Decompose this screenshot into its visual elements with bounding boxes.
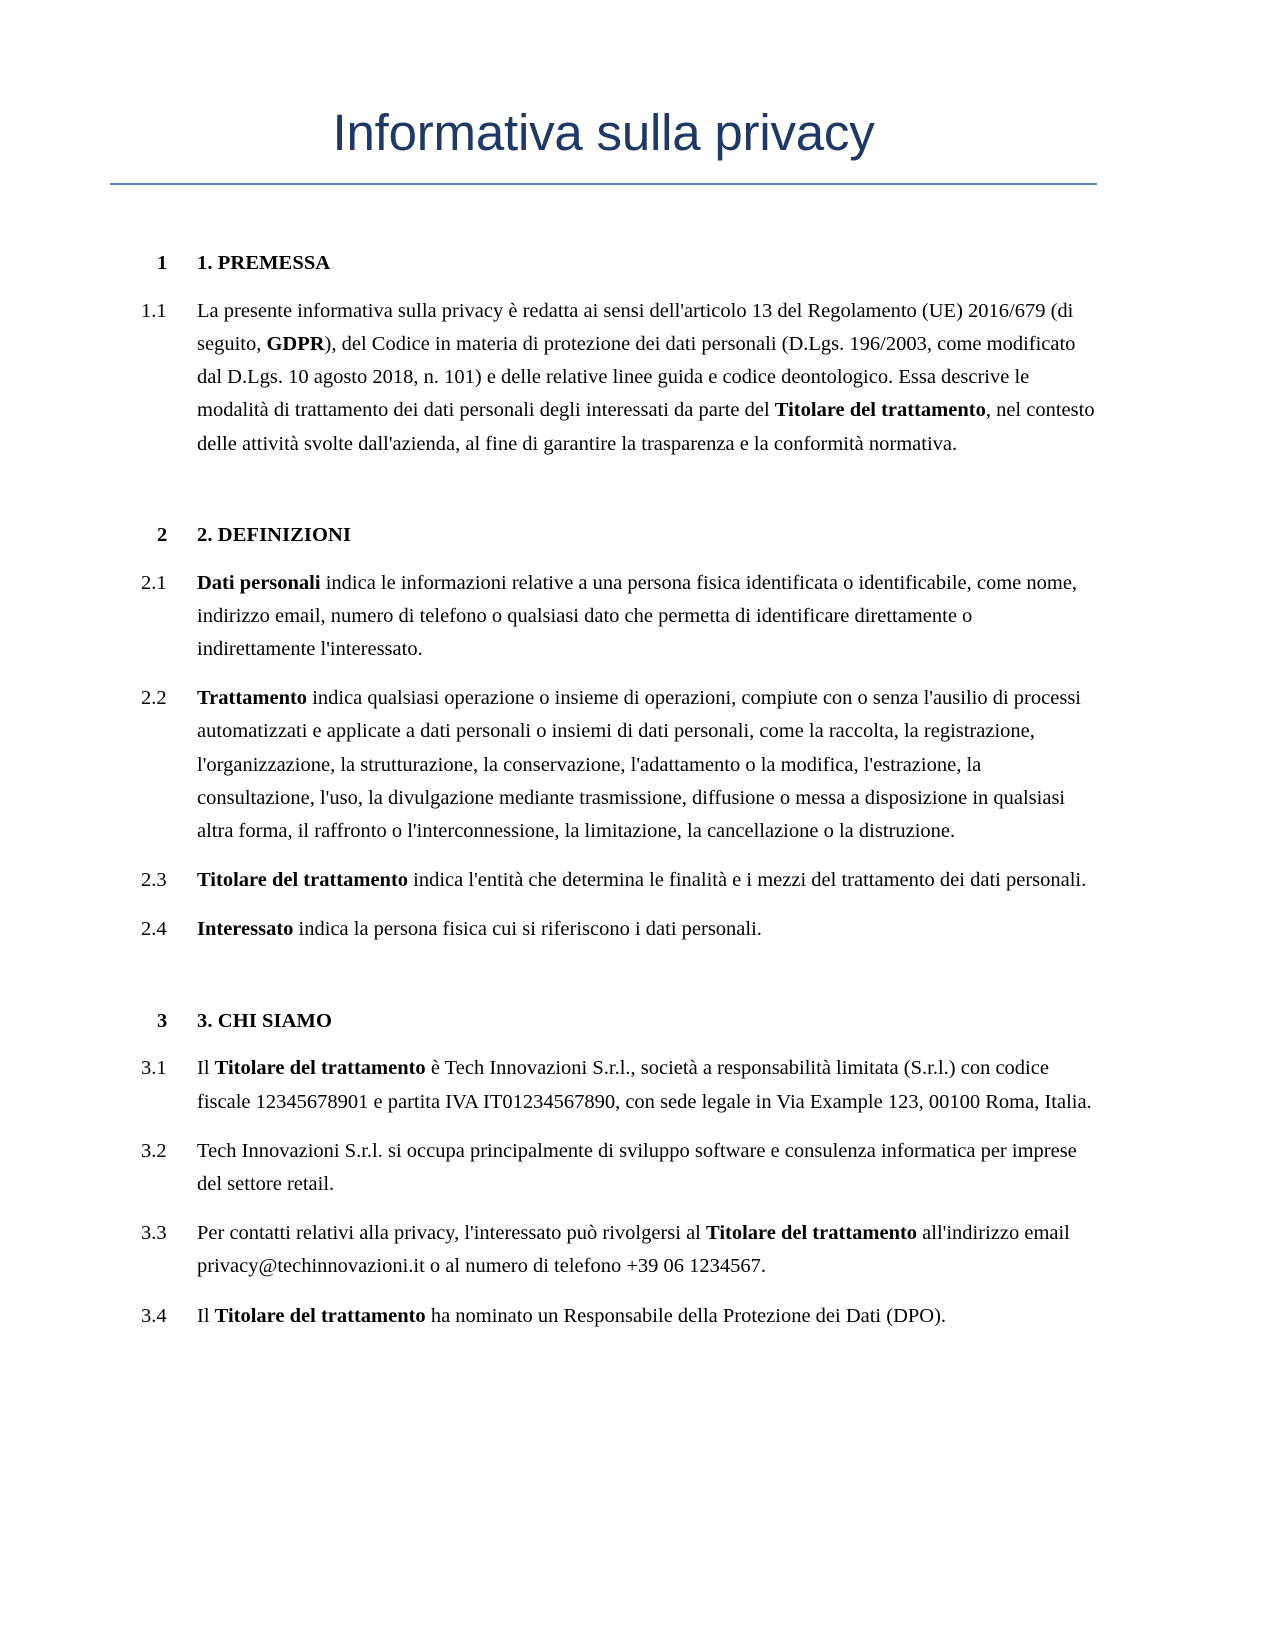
- section-heading: [140, 249, 1095, 279]
- clause-number: 2.1: [141, 571, 167, 594]
- clause-text: [197, 567, 1095, 667]
- section-title: 1. PREMESSA: [197, 252, 331, 275]
- clause: [140, 1217, 1095, 1283]
- clause-text: [197, 295, 1095, 461]
- emphasis-term: Titolare del trattamento: [774, 399, 986, 422]
- clause-number: 2.4: [141, 918, 167, 941]
- text-run: Tech Innovazioni S.r.l. si occupa principalmente di sviluppo software e consulenza informatica per imprese del settore retail.: [197, 1139, 1077, 1195]
- emphasis-term: Trattamento: [197, 687, 308, 710]
- section-number: 3: [157, 1009, 168, 1032]
- text-run: ha nominato un Responsabile della Protezione dei Dati (DPO).: [425, 1304, 947, 1327]
- emphasis-term: Interessato: [197, 918, 294, 941]
- section-spacer: [140, 461, 1095, 521]
- clause: [140, 682, 1095, 848]
- heading-spacer: [140, 279, 1095, 295]
- clause-spacer: [140, 1284, 1095, 1300]
- section-heading: [140, 521, 1095, 551]
- clause-spacer: [140, 897, 1095, 913]
- clause: [140, 1300, 1095, 1333]
- emphasis-term: Titolare del trattamento: [197, 869, 409, 892]
- section-number: 2: [157, 523, 168, 546]
- section-number: 1: [157, 252, 168, 275]
- page-title: Informativa sulla privacy: [332, 104, 875, 161]
- section-spacer: [140, 947, 1095, 1007]
- clause-number: 3.4: [141, 1304, 167, 1327]
- heading-spacer: [140, 551, 1095, 567]
- section-heading: [140, 1007, 1095, 1037]
- clause: [140, 295, 1095, 461]
- text-run: Il: [197, 1304, 215, 1327]
- clause-number: 3.3: [141, 1222, 167, 1245]
- clause-number: 1.1: [141, 299, 167, 322]
- clause-number: 2.2: [141, 687, 167, 710]
- emphasis-term: GDPR: [266, 333, 325, 356]
- clause: [140, 567, 1095, 667]
- document-body: [140, 185, 1095, 1333]
- clause-spacer: [140, 666, 1095, 682]
- clause-number: 2.3: [141, 869, 167, 892]
- emphasis-term: Titolare del trattamento: [214, 1057, 426, 1080]
- clause-spacer: [140, 1119, 1095, 1135]
- section-title: 3. CHI SIAMO: [197, 1009, 333, 1032]
- heading-spacer: [140, 1036, 1095, 1052]
- emphasis-term: Dati personali: [197, 571, 321, 594]
- clause-text: [197, 864, 1095, 897]
- clause-spacer: [140, 1201, 1095, 1217]
- clause: [140, 1135, 1095, 1201]
- clause-text: [197, 1135, 1095, 1201]
- clause: [140, 864, 1095, 897]
- text-run: Il: [197, 1057, 215, 1080]
- text-run: indica l'entità che determina le finalità e i mezzi del trattamento dei dati personali.: [408, 869, 1087, 892]
- clause: [140, 1052, 1095, 1118]
- clause-text: [197, 913, 1095, 946]
- text-run: è Tech Innovazioni S.r.l., società a responsabilità limitata (S.r.l.) con codice fiscale 12345678901 e partita IVA IT01234567890, con sede legale in Via Example 123, 00100 Roma, Italia.: [197, 1057, 1092, 1113]
- title-block: [110, 0, 1097, 185]
- clause-number: 3.2: [141, 1139, 167, 1162]
- text-run: indica qualsiasi operazione o insieme di operazioni, compiute con o senza l'ausilio di processi automatizzati e applicate a dati personali o insiemi di dati personali, come la raccolta, la registrazione, l'organizzazione, la strutturazione, la conservazione, l'adattamento o la modifica, l'estrazione, la consultazione, l'uso, la divulgazione mediante trasmissione, diffusione o messa a disposizione in qualsiasi altra forma, il raffronto o l'interconnessione, la limitazione, la cancellazione o la distruzione.: [197, 687, 1081, 842]
- text-run: all'indirizzo email privacy@techinnovazioni.it o al numero di telefono +39 06 1234567.: [197, 1222, 1070, 1278]
- text-run: indica le informazioni relative a una persona fisica identificata o identificabile, come nome, indirizzo email, numero di telefono o qualsiasi dato che permetta di identificare direttamente o indirettamente l'interessato.: [197, 571, 1078, 660]
- clause-text: [197, 682, 1095, 848]
- text-run: ), del Codice in materia di protezione dei dati personali (D.Lgs. 196/2003, come modificato dal D.Lgs. 10 agosto 2018, n. 101) e delle relative linee guida e codice deontologico. Essa descrive le modalità di trattamento dei dati personali degli interessati da parte del: [197, 333, 1076, 422]
- clause-text: [197, 1300, 1095, 1333]
- clause: [140, 913, 1095, 946]
- text-run: La presente informativa sulla privacy è redatta ai sensi dell'articolo 13 del Regolamento (UE) 2016/679 (di seguito,: [197, 299, 1074, 356]
- clause-number: 3.1: [141, 1057, 167, 1080]
- clause-text: [197, 1217, 1095, 1283]
- emphasis-term: Titolare del trattamento: [214, 1304, 426, 1327]
- section-title: 2. DEFINIZIONI: [197, 523, 352, 546]
- text-run: , nel contesto delle attività svolte dall'azienda, al fine di garantire la trasparenza e la conformità normativa.: [197, 399, 1095, 455]
- text-run: indica la persona fisica cui si riferiscono i dati personali.: [293, 918, 762, 941]
- emphasis-term: Titolare del trattamento: [706, 1222, 918, 1245]
- clause-spacer: [140, 848, 1095, 864]
- clause-text: [197, 1052, 1095, 1118]
- text-run: Per contatti relativi alla privacy, l'interessato può rivolgersi al: [197, 1222, 707, 1245]
